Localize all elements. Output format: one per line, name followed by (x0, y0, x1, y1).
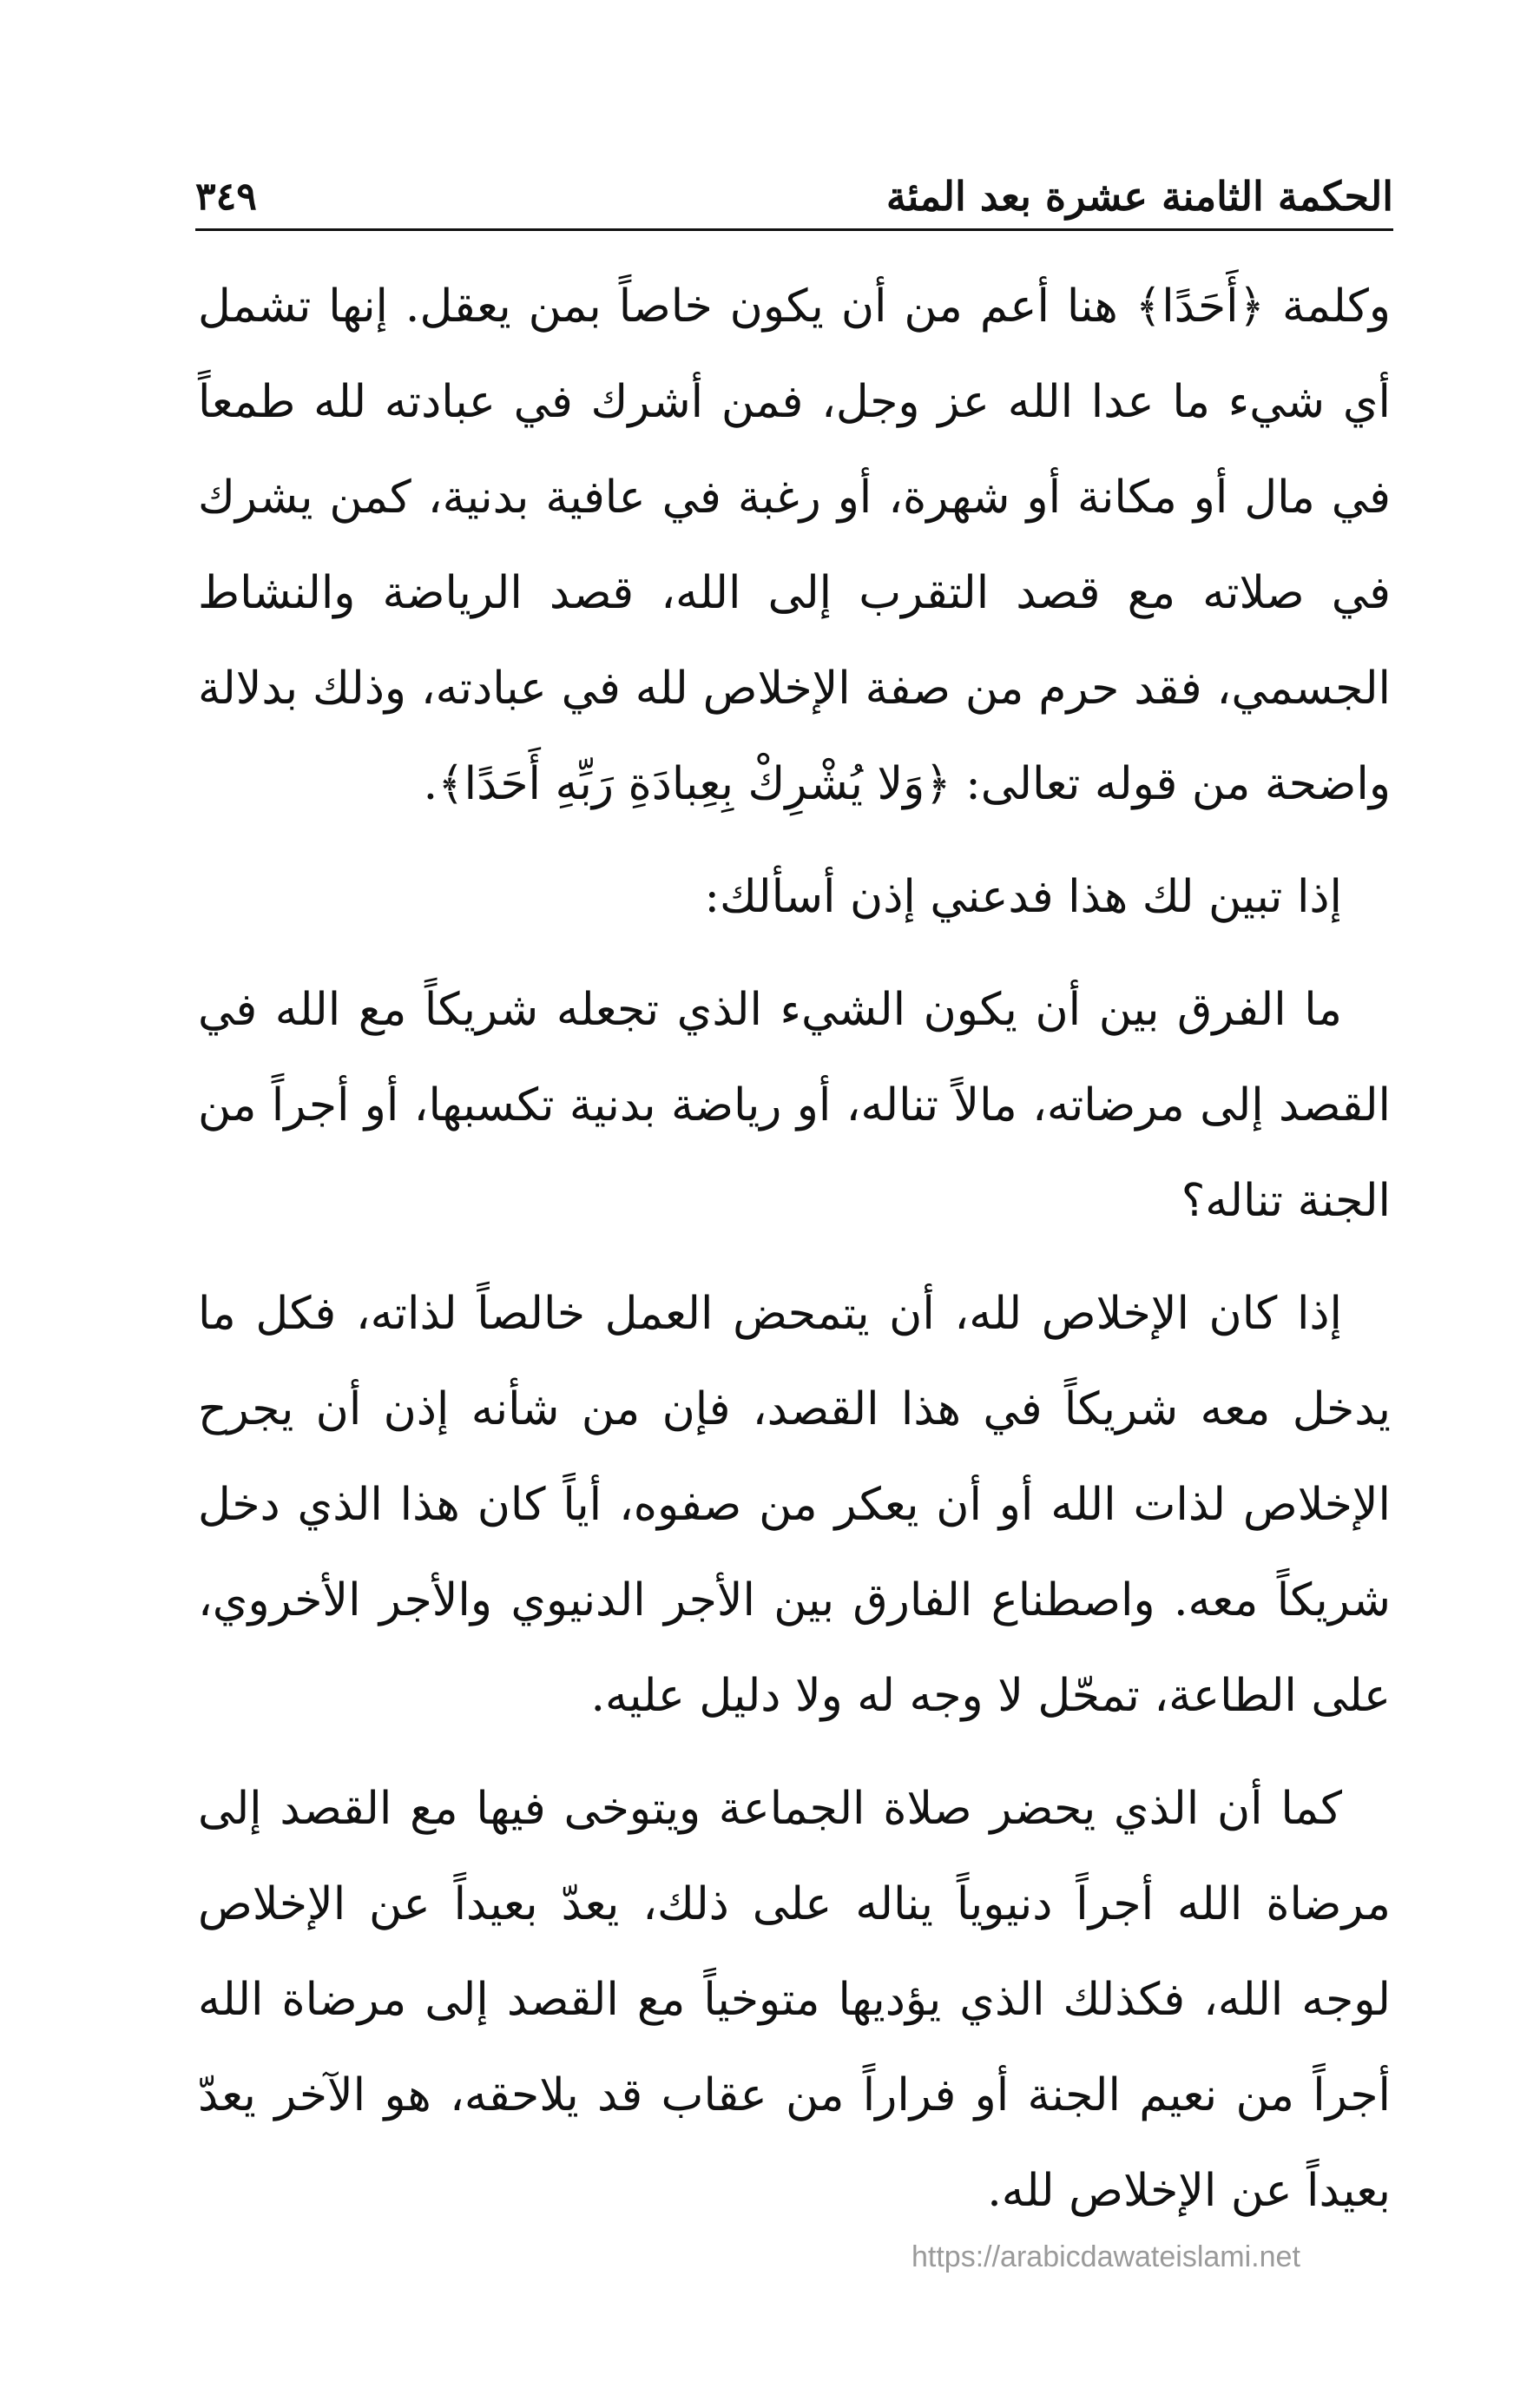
paragraph-2: إذا تبين لك هذا فدعني إذن أسألك: (704, 871, 1342, 923)
page-number: ٣٤٩ (195, 175, 257, 219)
body-text (198, 259, 1391, 2239)
paragraph-1: وكلمة ﴿أَحَدًا﴾ هنا أعم من أن يكون خاصاً بمن يعقل. إنها تشمل أي شيء ما عدا الله عز وجل، فمن أشرك في عبادته لله طمعاً في مال أو مكانة أو شهرة، أو رغبة في عافية بدنية، كمن يشرك في صلاته مع قصد التقرب إلى الله، قصد الرياضة والنشاط الجسمي، فقد حرم من صفة الإخلاص لله في عبادته، وذلك بدلالة واضحة من قوله تعالى: ﴿وَلا يُشْرِكْ بِعِبادَةِ رَبِّهِ أَحَدًا﴾. (198, 280, 1391, 810)
watermark-url: https://arabicdawateislami.net (911, 2240, 1300, 2273)
paragraph-3: ما الفرق بين أن يكون الشيء الذي تجعله شريكاً مع الله في القصد إلى مرضاته، مالاً تناله، أو رياضة بدنية تكسبها، أو أجراً من الجنة تناله؟ (198, 984, 1391, 1227)
running-title: الحكمة الثامنة عشرة بعد المئة (885, 173, 1393, 220)
page-header (195, 156, 1393, 231)
paragraph-4: إذا كان الإخلاص لله، أن يتمحض العمل خالصاً لذاته، فكل ما يدخل معه شريكاً في هذا القصد، فإن من شأنه إذن أن يجرح الإخلاص لذات الله أو أن يعكر من صفوه، أياً كان هذا الذي دخل شريكاً معه. واصطناع الفارق بين الأجر الدنيوي والأجر الأخروي، على الطاعة، تمحّل لا وجه له ولا دليل عليه. (198, 1288, 1391, 1722)
paragraph-5: كما أن الذي يحضر صلاة الجماعة ويتوخى فيها مع القصد إلى مرضاة الله أجراً دنيوياً يناله على ذلك، يعدّ بعيداً عن الإخلاص لوجه الله، فكذلك الذي يؤديها متوخياً مع القصد إلى مرضاة الله أجراً من نعيم الجنة أو فراراً من عقاب قد يلاحقه، هو الآخر يعدّ بعيداً عن الإخلاص لله. (198, 1783, 1391, 2217)
